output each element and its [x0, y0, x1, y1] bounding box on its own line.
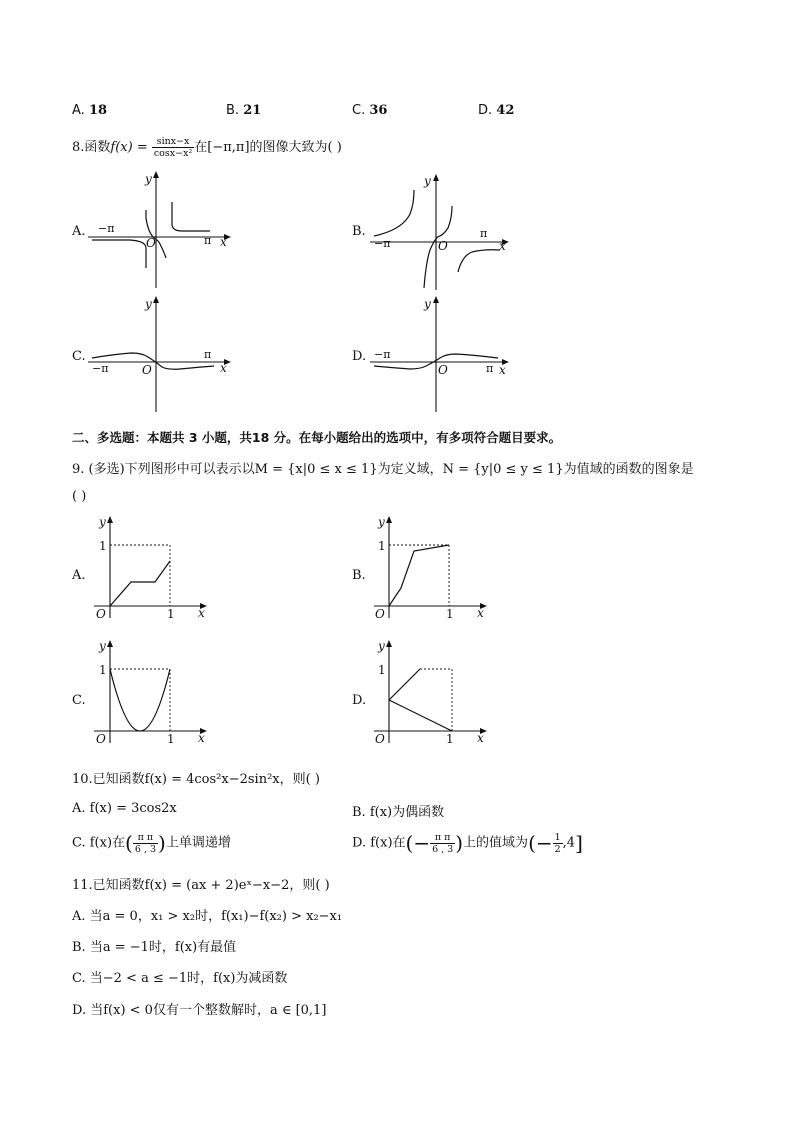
q9b-x-one: 1 — [446, 607, 454, 621]
q11-option-c: C. 当−2 < a ≤ −1时，f(x)为减函数 — [72, 971, 288, 986]
q8c-y-label: y — [145, 297, 152, 311]
q9a-x-label: x — [198, 606, 205, 620]
q7-option-d-value: 42 — [496, 103, 515, 118]
q8a-origin-label: O — [146, 236, 156, 250]
q9c-x-label: x — [198, 731, 205, 745]
q9c-x-one: 1 — [167, 732, 175, 746]
q8b-pi-label: π — [480, 227, 488, 240]
q8c-pi-label: π — [204, 348, 212, 361]
q8a-negpi-label: −π — [98, 222, 115, 235]
q7-option-b-value: 21 — [243, 103, 262, 118]
q10d-interval: $\frac{\text{π π}}{6 , 3}$ — [432, 831, 454, 855]
q11-option-a: A. 当a = 0，x₁ > x₂时，f(x₁)−f(x₂) > x₂−x₁ — [72, 909, 343, 924]
q8c-origin-label: O — [142, 363, 152, 377]
q9c-y-label: y — [99, 639, 106, 653]
q8a-y-label: y — [145, 172, 152, 186]
q7-option-c-value: 36 — [369, 103, 388, 118]
q10-option-a: A. f(x) = 3cos2x — [72, 801, 177, 816]
q8a-x-label: x — [220, 235, 227, 249]
q7-option-b: B. 21 — [226, 103, 262, 118]
q8a-pi-label: π — [204, 234, 212, 247]
q8-option-c-label: C. — [72, 349, 86, 364]
q11-option-d: D. 当f(x) < 0仅有一个整数解时，a ∈ [0,1] — [72, 1003, 327, 1018]
q10-stem: 10.已知函数f(x) = 4cos²x−2sin²x，则( ) — [72, 772, 320, 787]
q9b-y-one: 1 — [378, 539, 386, 553]
q9a-y-label: y — [99, 515, 106, 529]
section-heading-multiple-choice: 二、多选题：本题共 3 小题，共18 分。在每小题给出的选项中，有多项符合题目要求。 — [72, 430, 562, 445]
q11-option-b: B. 当a = −1时，f(x)有最值 — [72, 940, 237, 955]
q9b-y-label: y — [378, 515, 385, 529]
q10-option-c: C. f(x)在( $\frac{\text{π π}}{6 , 3}$ )上单调递增 — [72, 831, 231, 855]
q9c-y-one: 1 — [99, 663, 107, 677]
q7-option-c: C. 36 — [352, 103, 388, 118]
q9d-x-one: 1 — [446, 732, 454, 746]
q8b-y-label: y — [424, 174, 431, 188]
q10d-value-fraction: $\frac{1}{2}$ — [554, 831, 561, 855]
q9-stem-line2: ( ) — [72, 489, 87, 504]
q8b-x-label: x — [499, 239, 506, 253]
q8d-x-label: x — [499, 363, 506, 377]
q8b-negpi-label: −π — [374, 237, 391, 250]
q8-option-a-label: A. — [72, 224, 86, 239]
q8d-origin-label: O — [438, 363, 448, 377]
q8d-negpi-label: −π — [374, 348, 391, 361]
q8-option-d-label: D. — [352, 349, 367, 364]
q9-stem-line1: 9. (多选)下列图形中可以表示以M = {x|0 ≤ x ≤ 1}为定义域，N = {y|0 ≤ y ≤ 1}为值域的函数的图象是 — [72, 462, 694, 477]
q11-stem: 11.已知函数f(x) = (ax + 2)eˣ−x−2，则( ) — [72, 878, 330, 893]
q7-option-a-value: 18 — [88, 103, 108, 118]
q8c-x-label: x — [220, 361, 227, 375]
q10-option-d: D. f(x)在(− $\frac{\text{π π}}{6 , 3}$ )上的值域为(− $\frac{1}{2}$ ,4] — [352, 831, 583, 855]
q9-option-b-label: B. — [352, 568, 366, 583]
q8-fraction: $\frac{\sin x-x}{\text{cosx−x²}}$ — [153, 136, 193, 159]
q9a-origin-label: O — [96, 607, 106, 621]
q9d-origin-label: O — [375, 732, 385, 746]
q8-stem: 8.函数f(x) = $\frac{\sin x-x}{\text{cosx−x²}}$ 在[−π,π]的图像大致为( ) — [72, 136, 342, 159]
q7-option-a: A. 18 — [72, 103, 108, 118]
q8-option-b-label: B. — [352, 224, 366, 239]
q9b-origin-label: O — [375, 607, 385, 621]
q9c-origin-label: O — [96, 732, 106, 746]
q8d-pi-label: π — [486, 362, 494, 375]
q8d-y-label: y — [424, 297, 431, 311]
q9d-x-label: x — [477, 731, 484, 745]
q9-option-a-label: A. — [72, 568, 86, 583]
q9b-x-label: x — [477, 606, 484, 620]
q7-option-d: D. 42 — [478, 103, 515, 118]
q9d-y-label: y — [378, 639, 385, 653]
q8b-origin-label: O — [438, 239, 448, 253]
q9a-x-one: 1 — [167, 607, 175, 621]
q8c-negpi-label: −π — [92, 362, 109, 375]
q9d-y-one: 1 — [378, 663, 386, 677]
q9a-y-one: 1 — [99, 539, 107, 553]
q9-option-c-label: C. — [72, 693, 86, 708]
q9-option-d-label: D. — [352, 693, 367, 708]
q10-option-b: B. f(x)为偶函数 — [352, 805, 445, 820]
q10c-interval: $\frac{\text{π π}}{6 , 3}$ — [134, 831, 157, 855]
